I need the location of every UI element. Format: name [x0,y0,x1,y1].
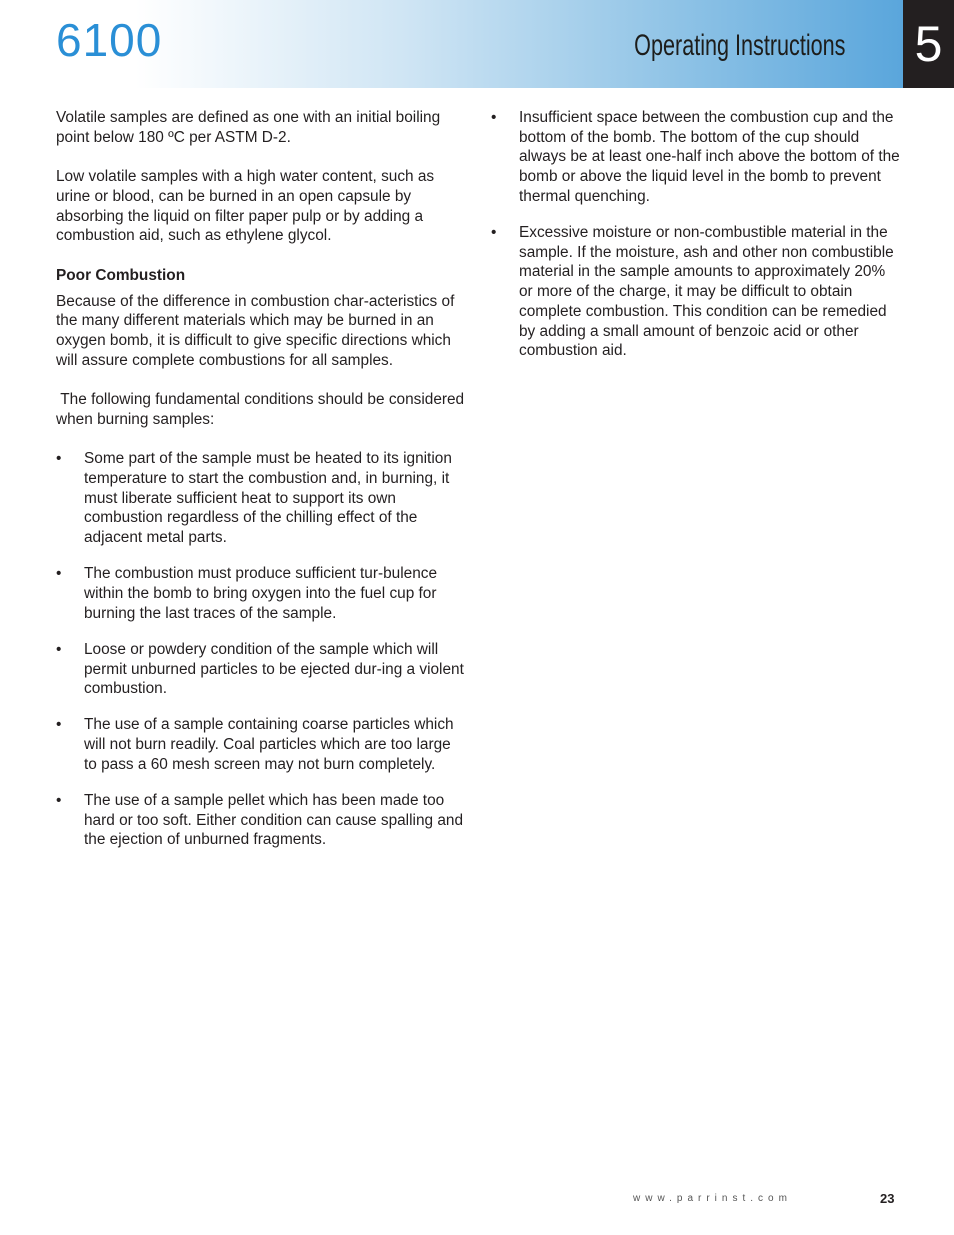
list-item-text: Insufficient space between the combustion cup and the bottom of the bomb. The bottom of the cup should always be at least one-half inch above the bottom of the bomb or above the liquid level in the bomb to prevent thermal quenching. [519,109,900,205]
bullet-list [491,108,903,361]
list-item [56,564,466,623]
paragraph: The following fundamental conditions should be considered when burning samples: [56,391,469,428]
chapter-number: 5 [903,0,954,88]
model-number: 6100 [56,14,163,66]
list-item [56,791,466,850]
list-item-text: Some part of the sample must be heated to its ignition temperature to start the combustion and, in burning, it must liberate sufficient heat to support its own combustion regardless of the chilling effect of the adjacent metal parts. [84,450,452,546]
list-item-text: The combustion must produce sufficient tur-bulence within the bomb to bring oxygen into the fuel cup for burning the last traces of the sample. [84,565,438,622]
list-item [491,108,903,207]
section-heading: Poor Combustion [56,266,186,284]
list-item-text: Excessive moisture or non-combustible material in the sample. If the moisture, ash and other non combustible material in the sample amounts to approximately 20% or more of the charge, it may be difficult to obtain complete combustion. This condition can be remedied by adding a small amount of benzoic acid or other combustion aid. [519,224,894,360]
bullet-icon: • [56,450,62,468]
bullet-icon: • [491,224,497,242]
bullet-icon: • [56,716,62,734]
list-item-text: The use of a sample pellet which has been made too hard or too soft. Either condition can cause spalling and the ejection of unburned fragments. [84,792,464,849]
section-title: Operating Instructions [633,29,845,62]
list-item-text: Loose or powdery condition of the sample which will permit unburned particles to be ejected dur-ing a violent combustion. [84,640,464,698]
paragraph: Because of the difference in combustion char-acteristics of the many different materials which may be burned in an oxygen bomb, it is difficult to give specific directions which will assure complete combustions for all samples. [56,292,455,369]
bullet-icon: • [56,640,62,658]
website-url: www.parrinst.com [633,1193,792,1204]
list-item [56,640,466,699]
paragraph: Low volatile samples with a high water content, such as urine or blood, can be burned in an open capsule by absorbing the liquid on filter paper pulp or by adding a combustion aid, such as ethylene glycol. [56,168,435,245]
bullet-list [56,449,466,850]
bullet-icon: • [56,792,62,810]
bullet-icon: • [56,565,62,583]
list-item [56,449,466,548]
page-number: 23 [880,1191,895,1206]
paragraph: Volatile samples are defined as one with an initial boiling point below 180 ºC per ASTM D-2. [56,109,441,146]
left-column [56,108,469,867]
list-item [491,223,903,361]
bullet-icon: • [491,109,497,126]
list-item [56,715,466,774]
right-column [491,108,903,377]
list-item-text: The use of a sample containing coarse particles which will not burn readily. Coal particles which are too large to pass a 60 mesh screen may not burn completely. [84,716,454,773]
page-header [0,0,903,88]
